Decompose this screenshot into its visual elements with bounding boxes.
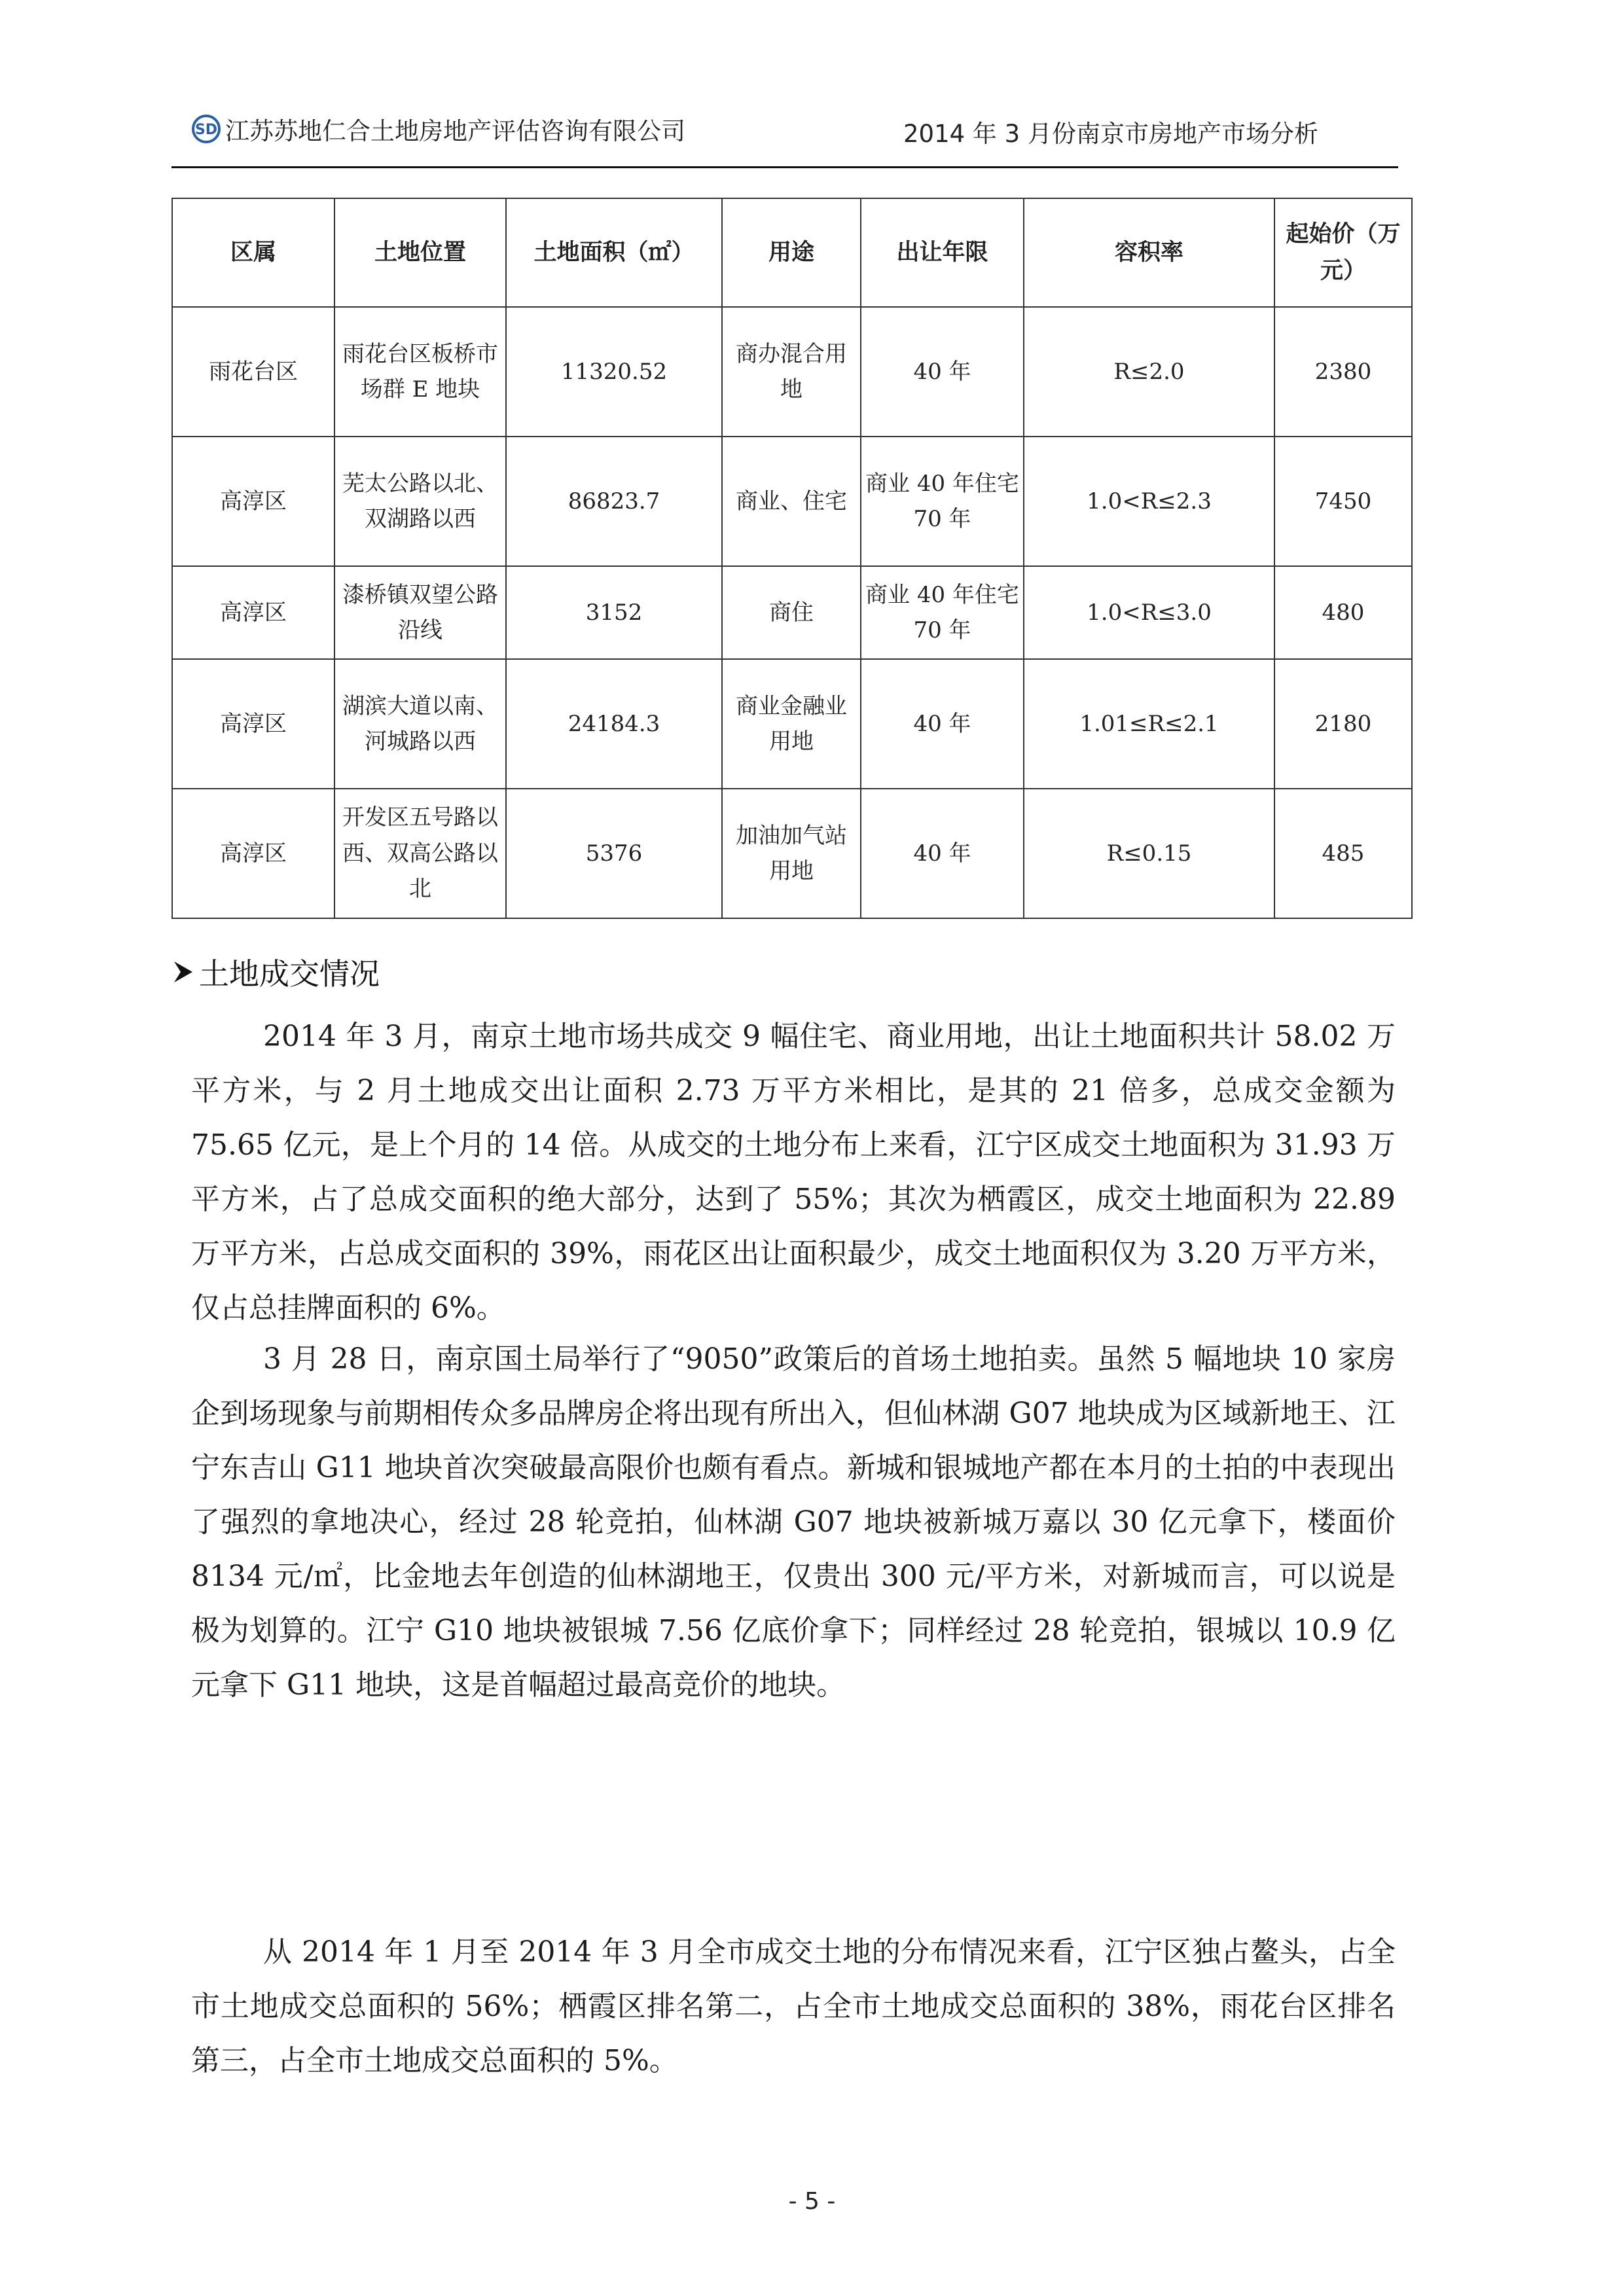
cell-plot-ratio: R≤0.15 [1024, 789, 1274, 918]
cell-term: 40 年 [861, 307, 1024, 437]
col-header-district: 区属 [172, 198, 334, 307]
cell-district: 高淳区 [172, 659, 334, 789]
cell-area: 3152 [506, 566, 722, 659]
section-heading [171, 950, 380, 994]
company-logo-icon [191, 114, 221, 144]
cell-term: 商业 40 年住宅 70 年 [861, 566, 1024, 659]
cell-usage: 商业金融业用地 [722, 659, 861, 789]
cell-location: 雨花台区板桥市场群 E 地块 [334, 307, 506, 437]
table-header-row [172, 198, 1412, 307]
col-header-term: 出让年限 [861, 198, 1024, 307]
cell-location: 漆桥镇双望公路沿线 [334, 566, 506, 659]
cell-plot-ratio: 1.0<R≤3.0 [1024, 566, 1274, 659]
cell-usage: 商办混合用地 [722, 307, 861, 437]
col-header-area: 土地面积（㎡） [506, 198, 722, 307]
cell-location: 芜太公路以北、双湖路以西 [334, 437, 506, 566]
header-company [191, 111, 685, 147]
cell-location: 开发区五号路以西、双高公路以北 [334, 789, 506, 918]
table-row [172, 437, 1412, 566]
cell-start-price: 2380 [1274, 307, 1412, 437]
body-paragraph: 3 月 28 日，南京国土局举行了“9050”政策后的首场土地拍卖。虽然 5 幅地块 10 家房企到场现象与前期相传众多品牌房企将出现有所出入，但仙林湖 G07 地块成为区域新地王、江宁东吉山 G11 地块首次突破最高限价也颇有看点。新城和银城地产都在本月的土拍的中表现出了强烈的拿地决心，经过 28 轮竞拍，仙林湖 G07 地块被新城万嘉以 30 亿元拿下，楼面价 8134 元/㎡，比金地去年创造的仙林湖地王，仅贵出 300 元/平方米，对新城而言，可以说是极为划算的。江宁 G10 地块被银城 7.56 亿底价拿下；同样经过 28 轮竞拍，银城以 10.9 亿元拿下 G11 地块，这是首幅超过最高竞价的地块。 [191, 1342, 1396, 1702]
page-number: - 5 - [788, 2188, 836, 2215]
table-row [172, 566, 1412, 659]
report-title: 2014 年 3 月份南京市房地产市场分析 [903, 120, 1318, 148]
cell-plot-ratio: 1.01≤R≤2.1 [1024, 659, 1274, 789]
header-divider [171, 166, 1398, 168]
cell-district: 高淳区 [172, 566, 334, 659]
table-row [172, 789, 1412, 918]
cell-location: 湖滨大道以南、河城路以西 [334, 659, 506, 789]
cell-usage: 加油加气站用地 [722, 789, 861, 918]
cell-start-price: 480 [1274, 566, 1412, 659]
cell-term: 商业 40 年住宅 70 年 [861, 437, 1024, 566]
col-header-start-price: 起始价（万元） [1274, 198, 1412, 307]
cell-area: 24184.3 [506, 659, 722, 789]
cell-area: 5376 [506, 789, 722, 918]
cell-usage: 商业、住宅 [722, 437, 861, 566]
col-header-plot-ratio: 容积率 [1024, 198, 1274, 307]
svg-text:SD: SD [194, 122, 218, 138]
land-listing-table [171, 198, 1413, 919]
col-header-location: 土地位置 [334, 198, 506, 307]
cell-area: 11320.52 [506, 307, 722, 437]
cell-term: 40 年 [861, 789, 1024, 918]
cell-district: 雨花台区 [172, 307, 334, 437]
body-paragraph: 2014 年 3 月，南京土地市场共成交 9 幅住宅、商业用地，出让土地面积共计 58.02 万平方米，与 2 月土地成交出让面积 2.73 万平方米相比，是其的 21 倍多，总成交金额为 75.65 亿元，是上个月的 14 倍。从成交的土地分布上来看，江宁区成交土地面积为 31.93 万平方米，占了总成交面积的绝大部分，达到了 55%；其次为栖霞区，成交土地面积为 22.89 万平方米，占总成交面积的 39%，雨花区出让面积最少，成交土地面积仅为 3.20 万平方米，仅占总挂牌面积的 6%。 [191, 1020, 1396, 1325]
bullet-arrow-icon [171, 959, 195, 985]
body-paragraph: 从 2014 年 1 月至 2014 年 3 月全市成交土地的分布情况来看，江宁区独占鳌头，占全市土地成交总面积的 56%；栖霞区排名第二，占全市土地成交总面积的 38%，雨花台区排名第三，占全市土地成交总面积的 5%。 [191, 1935, 1396, 2077]
cell-plot-ratio: R≤2.0 [1024, 307, 1274, 437]
table-row [172, 659, 1412, 789]
cell-start-price: 2180 [1274, 659, 1412, 789]
page-header [0, 111, 1624, 157]
section-title: 土地成交情况 [199, 956, 380, 992]
cell-district: 高淳区 [172, 789, 334, 918]
cell-start-price: 7450 [1274, 437, 1412, 566]
col-header-usage: 用途 [722, 198, 861, 307]
cell-usage: 商住 [722, 566, 861, 659]
cell-plot-ratio: 1.0<R≤2.3 [1024, 437, 1274, 566]
cell-start-price: 485 [1274, 789, 1412, 918]
company-name: 江苏苏地仁合土地房地产评估咨询有限公司 [225, 117, 685, 145]
table-row [172, 307, 1412, 437]
cell-term: 40 年 [861, 659, 1024, 789]
cell-district: 高淳区 [172, 437, 334, 566]
cell-area: 86823.7 [506, 437, 722, 566]
